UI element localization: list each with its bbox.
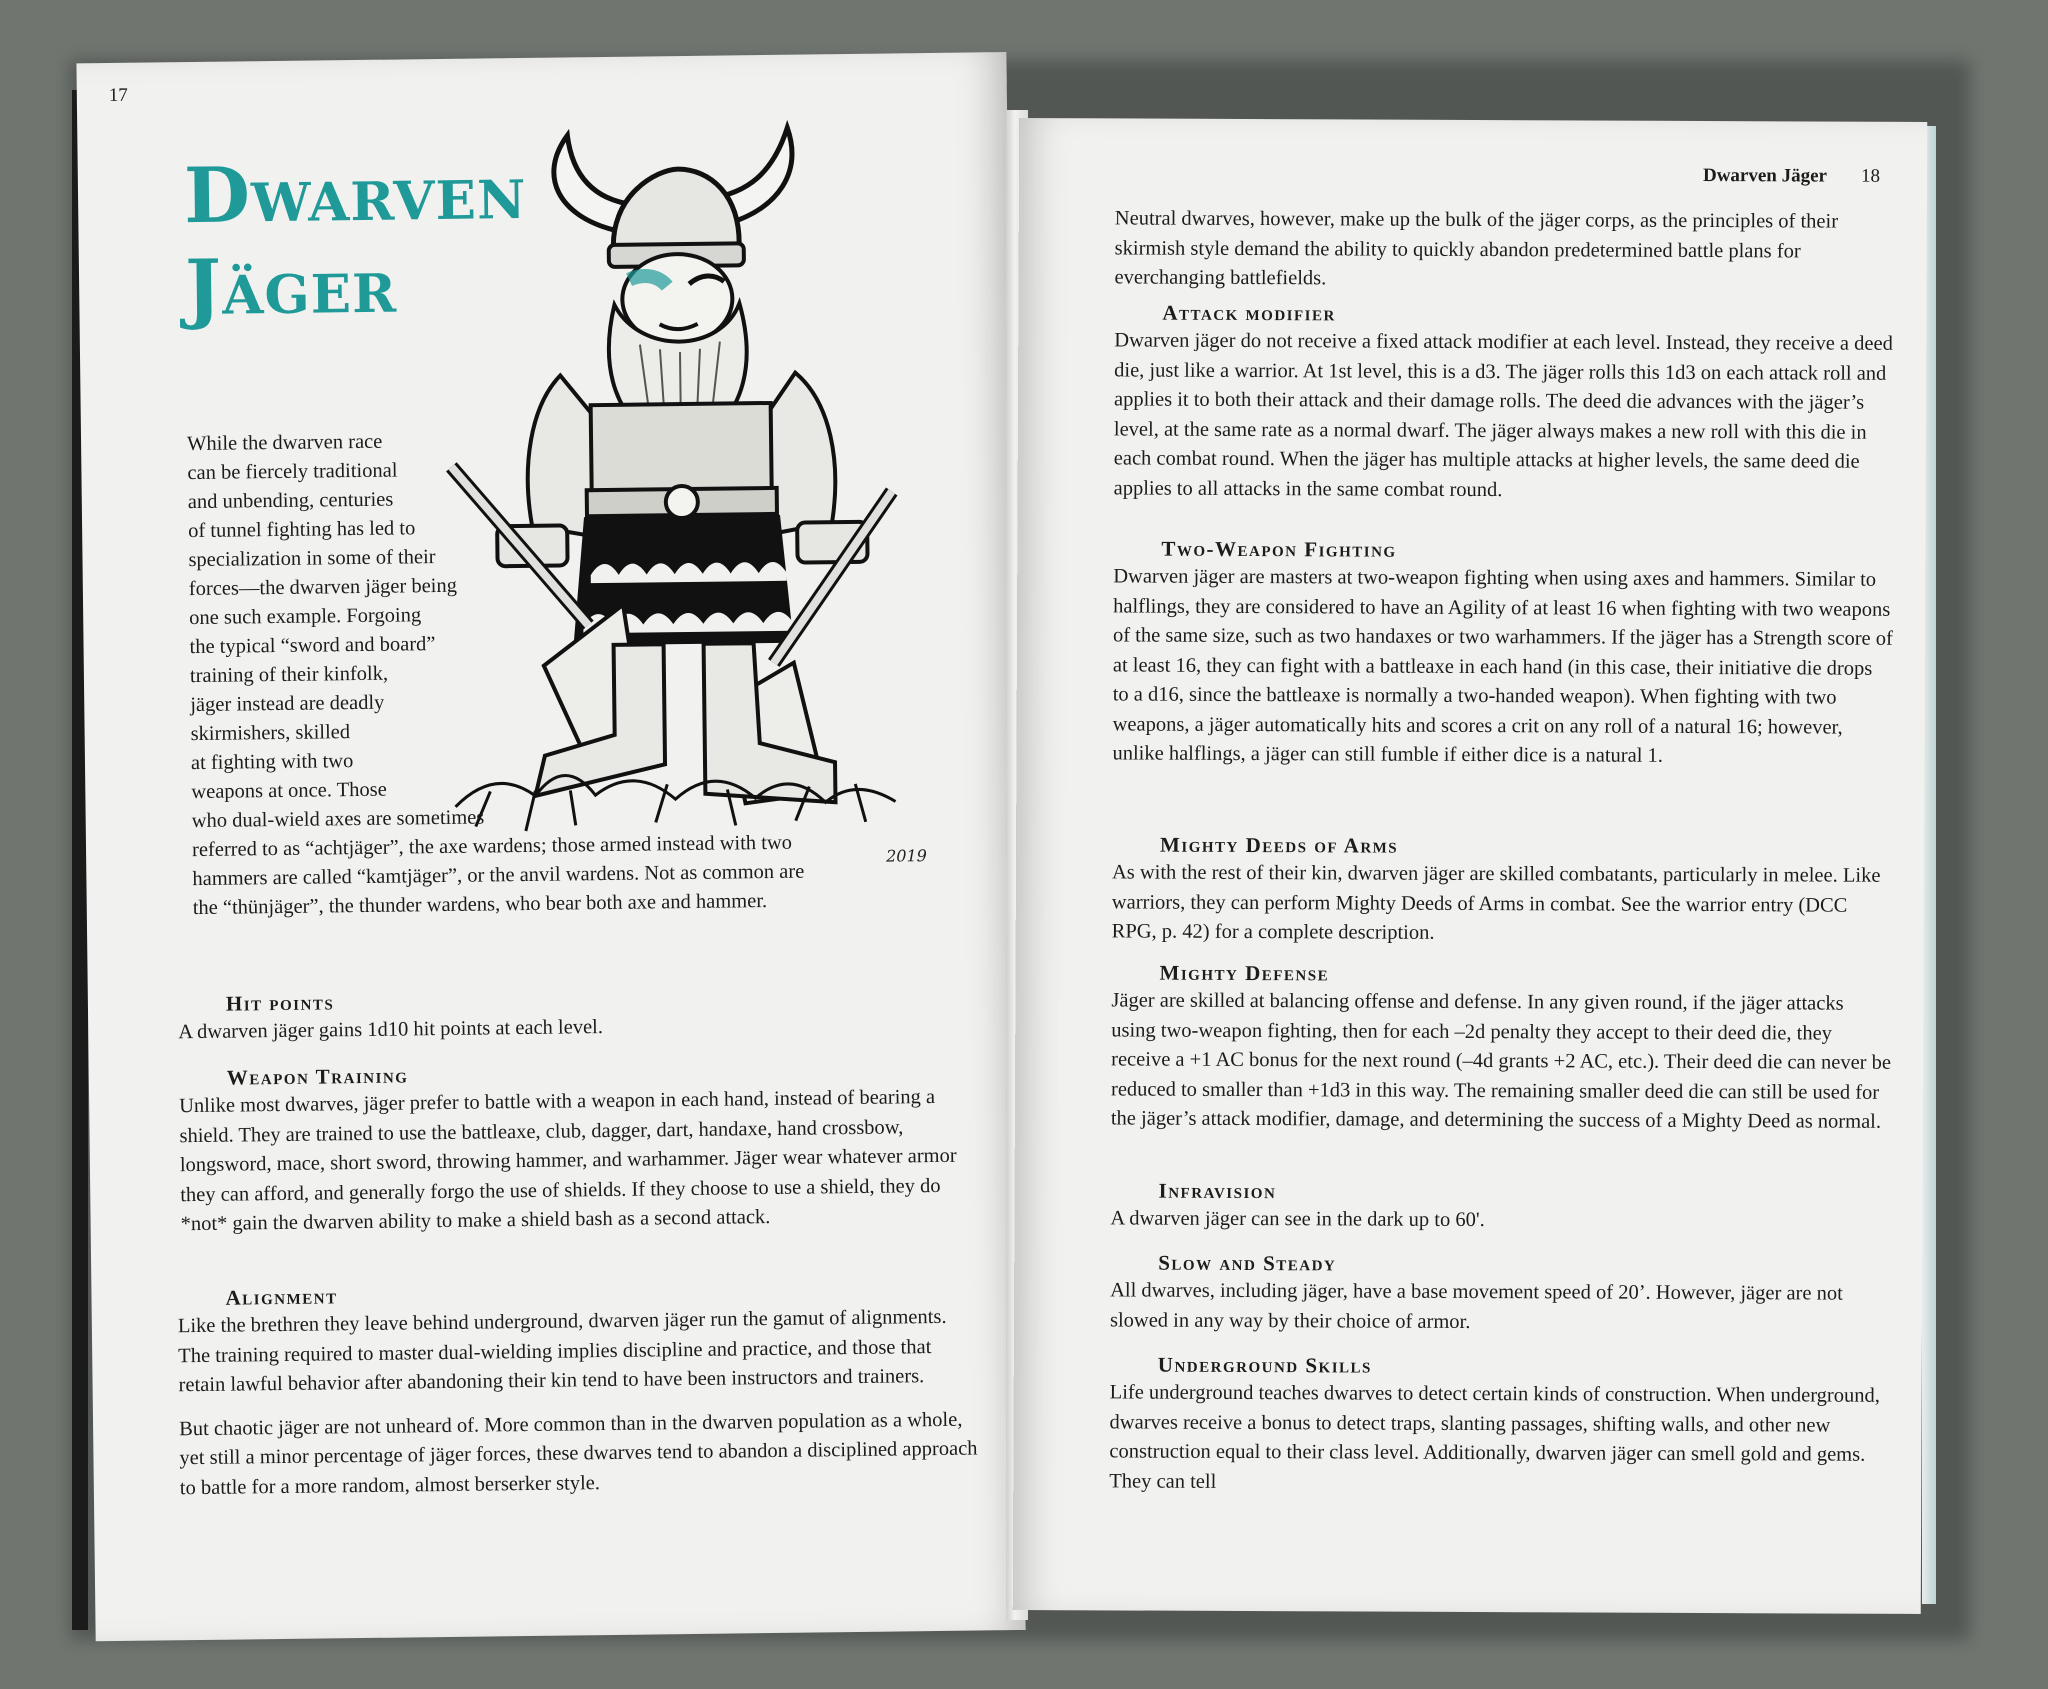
artist-signature: 2019 — [886, 846, 928, 866]
section-heading: Infravision — [1158, 1178, 1277, 1204]
intro-line: the typical “sword and board” — [189, 633, 436, 659]
intro-line: at fighting with two — [190, 750, 354, 775]
section-alignment — [177, 1274, 984, 1503]
intro-line: of tunnel fighting has led to — [188, 517, 416, 543]
section-heading: Hit points — [225, 990, 335, 1016]
section-paragraph: A dwarven jäger gains 1d10 hit points at each level. — [178, 1016, 604, 1044]
intro-line: and unbending, centuries — [187, 488, 394, 514]
section-paragraph: Jäger are skilled at balancing offense and defense. In any given round, if the jäger attacks using two-weapon fighting, then for each –2d penalty they accept to their deed die, they receive a +1 AC bonus for the next round (–4d grants +2 AC, etc.). Their deed die can never be reduced to smaller than +1d3 in this way. The remaining smaller deed die can still be used for the jäger’s attack modifier, damage, and determining the success of a Mighty Deed as normal. — [1110, 989, 1892, 1133]
intro-line: training of their kinfolk, — [189, 662, 389, 688]
intro-line: forces—the dwarven jäger being — [188, 574, 458, 601]
section-heading: Slow and Steady — [1158, 1250, 1337, 1276]
section-paragraph: A dwarven jäger can see in the dark up to 60'. — [1110, 1207, 1485, 1232]
intro-line: can be fiercely traditional — [187, 459, 398, 485]
section-paragraph: Neutral dwarves, however, make up the bulk of the jäger corps, as the principles of their skirmish style demand the ability to quickly abandon predetermined battle plans for everchanging battlefields. — [1114, 207, 1839, 290]
section-paragraph: Life underground teaches dwarves to detect certain kinds of construction. When underground, dwarves receive a bonus to detect traps, slanting passages, shifting walls, and other new construction equal to their class level. Additionally, dwarven jäger can smell gold and gems. They can tell — [1109, 1381, 1880, 1493]
page-number-left: 17 — [108, 84, 128, 107]
section-paragraph: All dwarves, including jäger, have a base movement speed of 20’. However, jäger are not slowed in any way by their choice of armor. — [1109, 1279, 1843, 1333]
section-underground-skills — [1109, 1350, 1890, 1499]
section-slow-and-steady — [1110, 1248, 1890, 1338]
intro-line: who dual-wield axes are sometimes — [191, 806, 485, 833]
intro-text — [187, 421, 973, 923]
title-line-1: Dwarven — [183, 146, 527, 241]
right-page — [1013, 118, 1928, 1614]
section-paragraph: As with the rest of their kin, dwarven jäger are skilled combatants, particularly in melee. Like warriors, they can perform Mighty Deeds of Arms in combat. See the warrior entry (DCC RPG, p. 42) for a complete description. — [1111, 861, 1881, 944]
intro-line: the “thünjäger”, the thunder wardens, who bear both axe and hammer. — [192, 890, 768, 920]
section-heading: Mighty Defense — [1159, 960, 1330, 986]
running-head: Dwarven Jäger — [1702, 164, 1828, 187]
section-attack-modifier — [1114, 298, 1895, 506]
intro-line: While the dwarven race — [186, 430, 383, 456]
section-weapon-training — [179, 1054, 981, 1239]
section-mighty-deeds — [1112, 830, 1893, 950]
section-paragraph: Dwarven jäger do not receive a fixed attack modifier at each level. Instead, they receive a deed die, just like a warrior. At 1st level, this is a d3. The jäger rolls this 1d3 on each attack roll and applies it to both their attack and their damage rolls. The deed die advances with the jäger’s level, at the same rate as a normal dwarf. The jäger always makes a new roll with this die in each combat round. When the jäger has multiple attacks at higher levels, the same deed die applies to all attacks in the same combat round. — [1113, 329, 1893, 501]
section-paragraph: Dwarven jäger are masters at two-weapon fighting when using axes and hammers. Similar to halflings, they are considered to have an Agility of at least 16 when fighting with two weapons of the same size, such as two handaxes or two warhammers. If the jäger has a Strength score of at least 16, they can fight with a battleaxe in each hand (in this case, their initiative die drops to a d16, since the battleaxe is normally a two-handed weapon). When fighting with two weapons, a jäger automatically hits and scores a crit on any roll of a natural 16; however, unlike halflings, a jäger can still fumble if either dice is a natural 1. — [1112, 565, 1893, 767]
title-line-2: Jäger — [184, 240, 398, 333]
intro-line: one such example. Forgoing — [189, 604, 422, 630]
intro-line: jäger instead are deadly — [190, 691, 385, 717]
page-number-right: 18 — [1860, 165, 1881, 187]
section-infravision — [1110, 1176, 1890, 1237]
opening-paragraph — [1114, 204, 1894, 296]
intro-line: referred to as “achtjäger”, the axe wardens; those armed instead with two — [191, 831, 793, 862]
section-heading: Mighty Deeds of Arms — [1160, 832, 1399, 858]
section-paragraph: Like the brethren they leave behind underground, dwarven jäger run the gamut of alignments. The training required to master dual-wielding implies discipline and practice, and those that retain lawful behavior after abandoning their kin tend to have been instructors and trainers. — [177, 1305, 947, 1397]
section-heading: Alignment — [225, 1284, 338, 1310]
intro-line: skirmishers, skilled — [190, 721, 351, 746]
left-page — [76, 52, 1025, 1641]
section-paragraph: But chaotic jäger are not unheard of. More common than in the dwarven population as a whole, yet still a minor percentage of jäger forces, these dwarves tend to abandon a disciplined approach to battle for a more random, almost berserker style. — [178, 1408, 978, 1499]
section-heading: Two-Weapon Fighting — [1161, 536, 1397, 562]
section-paragraph: Unlike most dwarves, jäger prefer to battle with a weapon in each hand, instead of bearing a shield. They are trained to use the battleaxe, club, dagger, dart, handaxe, hand crossbow, longsword, mace, short sword, throwing hammer, and warhammer. Jäger wear whatever armor they can afford, and generally forgo the use of shields. If they choose to use a shield, they do *not* gain the dwarven ability to make a shield bash as a second attack. — [179, 1086, 957, 1236]
section-hit-points — [178, 980, 979, 1047]
section-two-weapon-fighting — [1112, 534, 1893, 772]
section-heading: Weapon Training — [226, 1063, 409, 1090]
intro-line: hammers are called “kamtjäger”, or the anvil wardens. Not as common are — [192, 860, 805, 891]
intro-line: specialization in some of their — [188, 546, 436, 572]
intro-line: weapons at once. Those — [191, 778, 387, 804]
section-mighty-defense — [1111, 958, 1892, 1137]
section-heading: Attack modifier — [1162, 300, 1336, 326]
section-heading: Underground Skills — [1157, 1352, 1372, 1378]
